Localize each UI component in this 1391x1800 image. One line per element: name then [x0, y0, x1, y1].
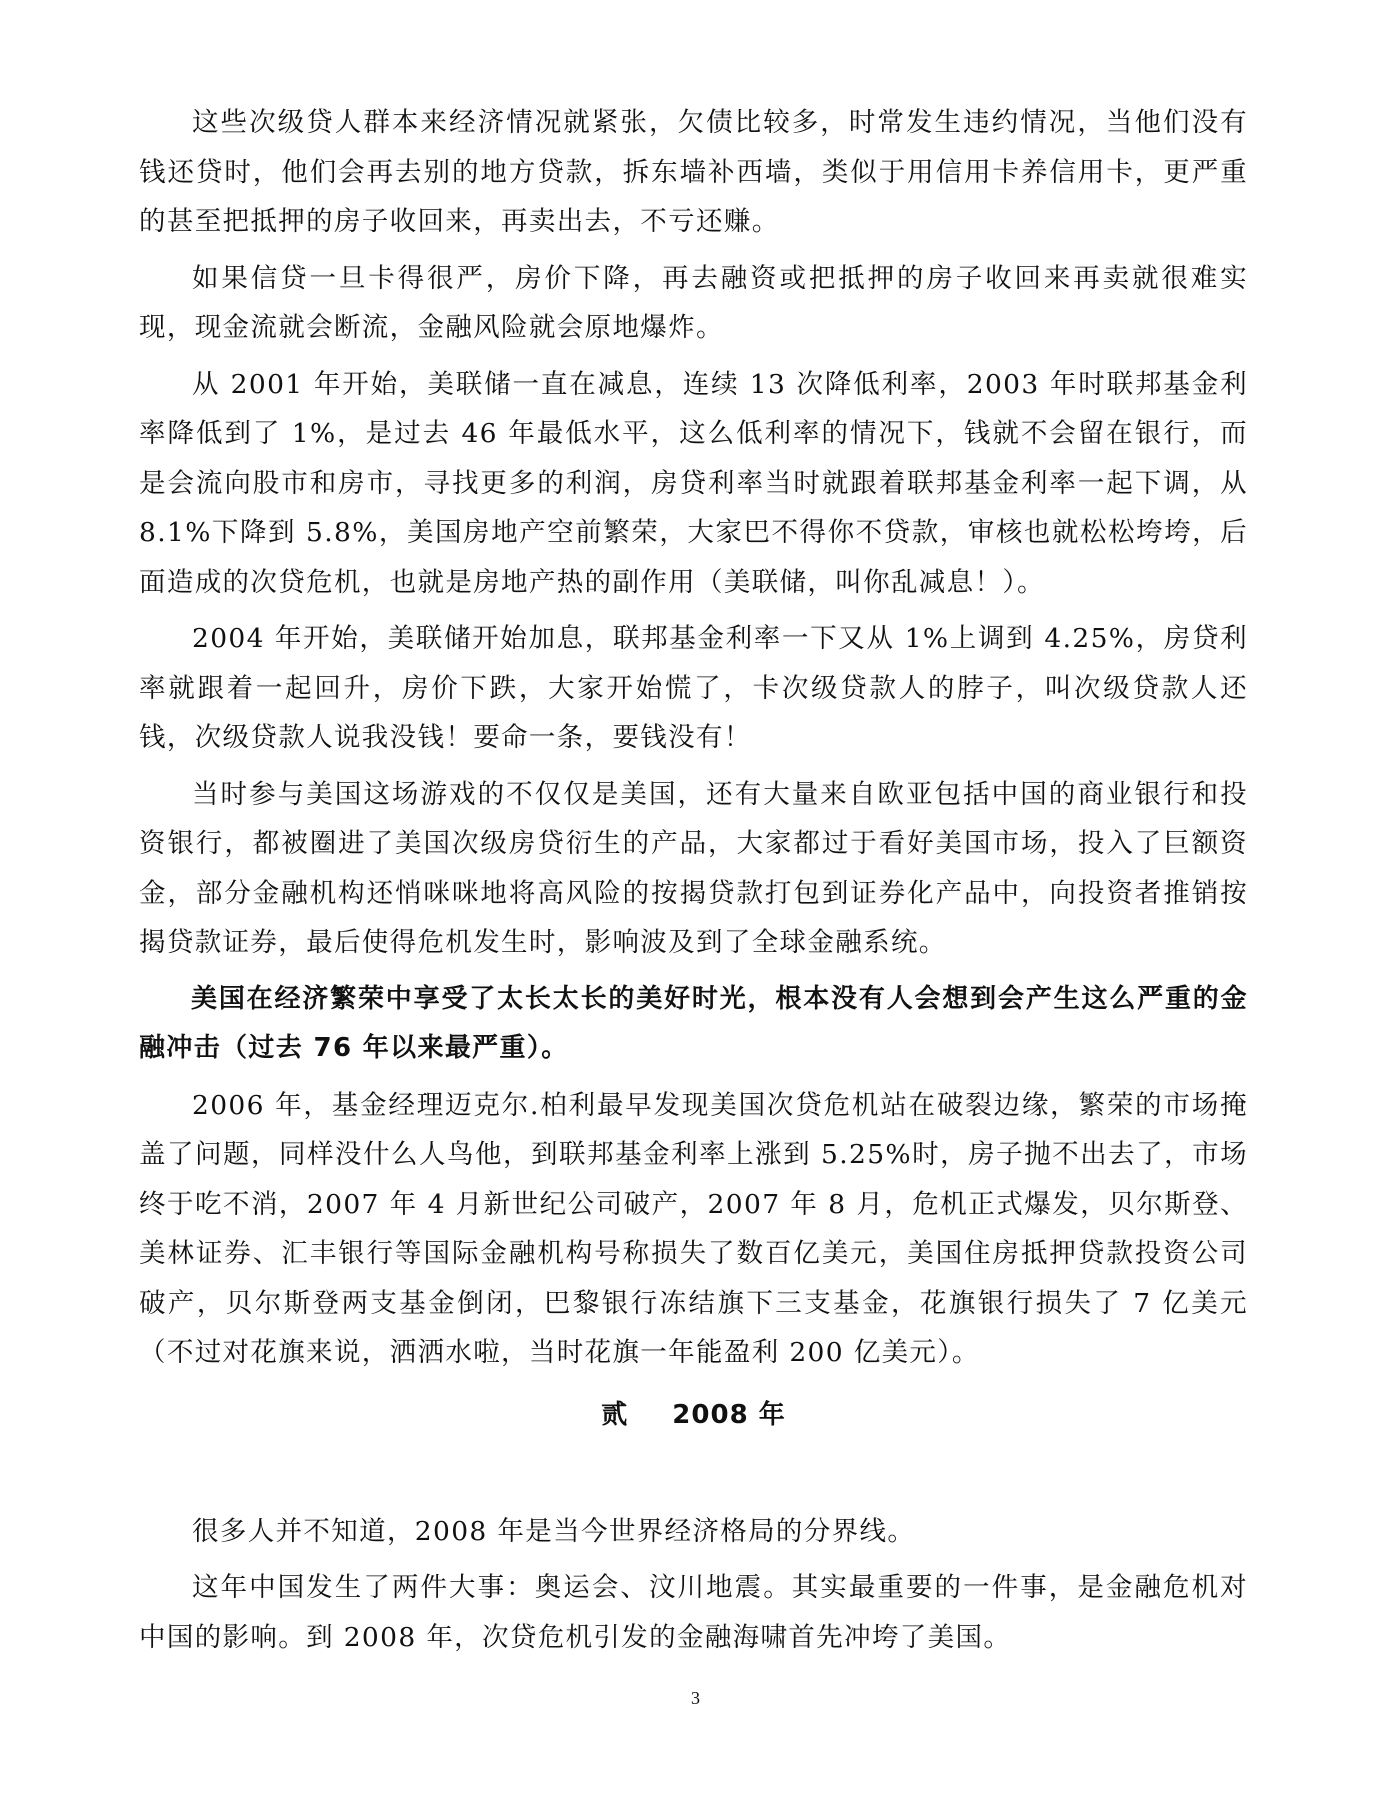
paragraph-global-participation: 当时参与美国这场游戏的不仅仅是美国，还有大量来自欧亚包括中国的商业银行和投资银行，都被圈进了美国次级房贷衍生的产品，大家都过于看好美国市场，投入了巨额资金，部分金融机构还悄咪咪地将高风险的按揭贷款打包到证券化产品中，向投资者推销按揭贷款证券，最后使得危机发生时，影响波及到了全球金融系统。 — [139, 778, 1248, 958]
paragraph-2006-crisis: 2006 年，基金经理迈克尔.柏利最早发现美国次贷危机站在破裂边缘，繁荣的市场掩盖了问题，同样没什么人鸟他，到联邦基金利率上涨到 5.25%时，房子抛不出去了，市场终于吃不消，2007 年 4 月新世纪公司破产，2007 年 8 月，危机正式爆发，贝尔斯登、美林证券、汇丰银行等国际金融机构号称损失了数百亿美元，美国住房抵押贷款投资公司破产，贝尔斯登两支基金倒闭，巴黎银行冻结旗下三支基金，花旗银行损失了 7 亿美元（不过对花旗来说，洒洒水啦，当时花旗一年能盈利 200 亿美元）。 — [139, 1089, 1248, 1368]
paragraph-bold-emphasis: 美国在经济繁荣中享受了太长太长的美好时光，根本没有人会想到会产生这么严重的金融冲击（过去 76 年以来最严重）。 — [139, 983, 1248, 1063]
section-spacer — [139, 1445, 1248, 1507]
page-number: 3 — [691, 1688, 700, 1708]
paragraph-credit-tightening: 如果信贷一旦卡得很严，房价下降，再去融资或把抵押的房子收回来再卖就很难实现，现金流就会断流，金融风险就会原地爆炸。 — [139, 262, 1248, 343]
section-title: 2008 年 — [672, 1399, 786, 1430]
paragraph-fed-rate-hikes: 2004 年开始，美联储开始加息，联邦基金利率一下又从 1%上调到 4.25%，房贷利率就跟着一起回升，房价下跌，大家开始慌了，卡次级贷款人的脖子，叫次级贷款人还钱，次级贷款人说我没钱！要命一条，要钱没有！ — [139, 623, 1248, 753]
section-number: 贰 — [601, 1399, 629, 1430]
paragraph-2008-watershed: 很多人并不知道，2008 年是当今世界经济格局的分界线。 — [192, 1515, 916, 1547]
paragraph-subprime-borrowers: 这些次级贷人群本来经济情况就紧张，欠债比较多，时常发生违约情况，当他们没有钱还贷时，他们会再去别的地方贷款，拆东墙补西墙，类似于用信用卡养信用卡，更严重的甚至把抵押的房子收回来，再卖出去，不亏还赚。 — [139, 107, 1248, 237]
page-content — [139, 98, 1248, 1669]
paragraph-fed-rate-cuts: 从 2001 年开始，美联储一直在减息，连续 13 次降低利率，2003 年时联邦基金利率降低到了 1%，是过去 46 年最低水平，这么低利率的情况下，钱就不会留在银行，而是会流向股市和房市，寻找更多的利润，房贷利率当时就跟着联邦基金利率一起下调，从 8.1%下降到 5.8%，美国房地产空前繁荣，大家巴不得你不贷款，审核也就松松垮垮，后面造成的次贷危机，也就是房地产热的副作用（美联储，叫你乱减息！）。 — [139, 368, 1248, 598]
paragraph-2008-events: 这年中国发生了两件大事：奥运会、汶川地震。其实最重要的一件事，是金融危机对中国的影响。到 2008 年，次贷危机引发的金融海啸首先冲垮了美国。 — [139, 1572, 1248, 1653]
section-heading — [139, 1385, 1248, 1445]
